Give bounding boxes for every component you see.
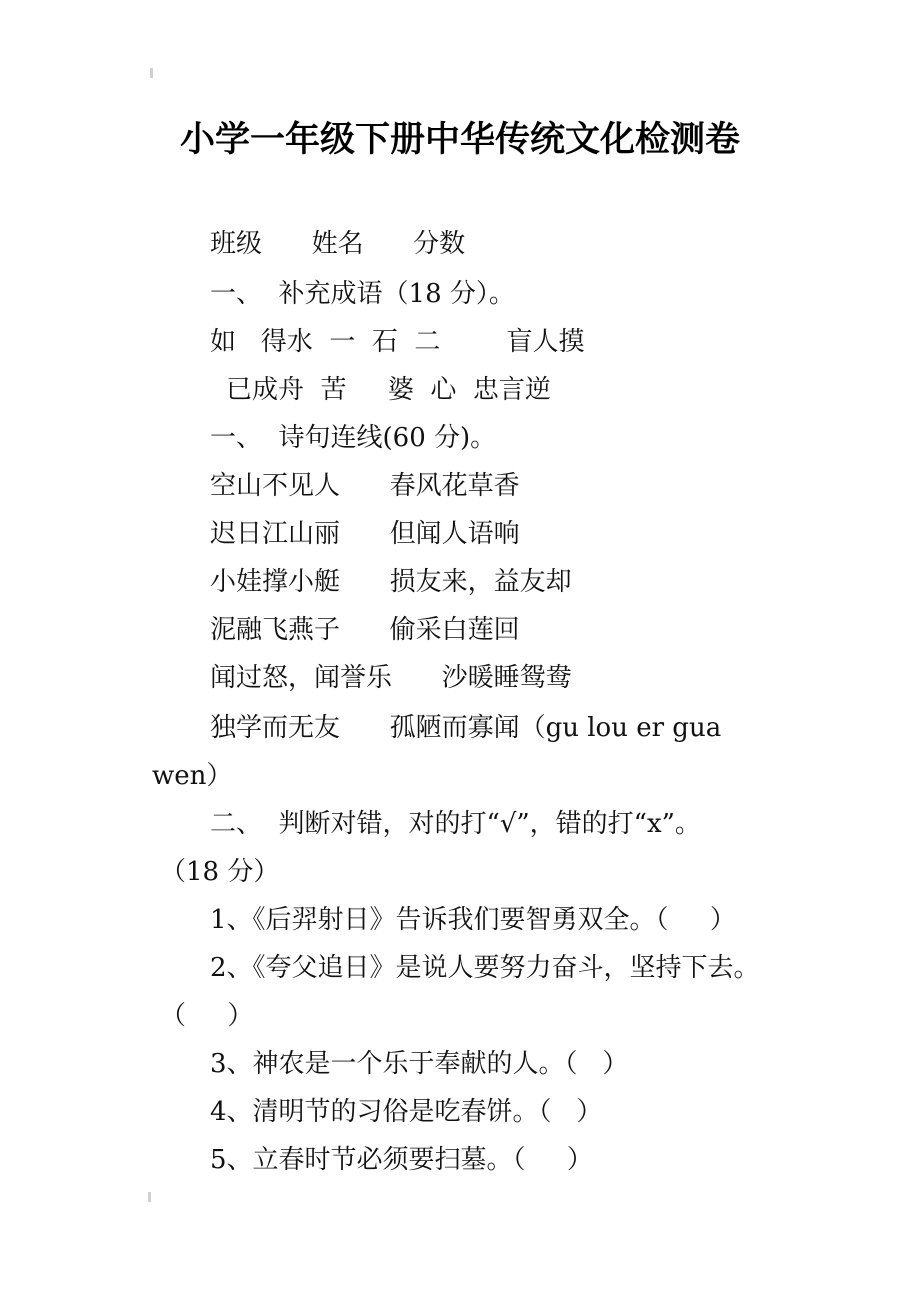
judge-item-2-wrap: （ ） <box>160 1001 254 1031</box>
poem-pair-4: 泥融飞燕子 偷采白莲回 <box>210 615 520 645</box>
section3-heading-wrap: （18 分） <box>160 857 280 887</box>
judge-item-5: 5、立春时节必须要扫墓。（ ） <box>210 1145 593 1175</box>
idiom-row-2: 已成舟 苦 婆 心 忠言逆 <box>226 375 551 405</box>
section1-heading: 一、 补充成语（18 分）。 <box>210 279 515 309</box>
poem-pair-5: 闻过怒，闻誉乐 沙暖睡鸳鸯 <box>210 663 572 693</box>
poem-pair-1: 空山不见人 春风花草香 <box>210 471 520 501</box>
poem-pair-6: 独学而无友 孤陋而寡闻（gu lou er gua <box>210 713 722 743</box>
judge-item-1: 1、《后羿射日》告诉我们要智勇双全。（ ） <box>210 905 736 935</box>
scan-mark-top <box>150 68 153 78</box>
scan-mark-bottom <box>148 1192 151 1202</box>
class-name-score-line: 班级 姓名 分数 <box>210 229 466 259</box>
judge-item-3: 3、神农是一个乐于奉献的人。（ ） <box>210 1049 629 1079</box>
judge-item-4: 4、清明节的习俗是吃春饼。（ ） <box>210 1097 603 1127</box>
section2-heading: 一、 诗句连线(60 分)。 <box>210 423 497 453</box>
poem-pair-2: 迟日江山丽 但闻人语响 <box>210 519 520 549</box>
idiom-row-1: 如 得水 一 石 二 盲人摸 <box>210 327 585 357</box>
poem-pair-6-wrap: wen） <box>152 761 233 791</box>
poem-pair-3: 小娃撑小艇 损友来，益友却 <box>210 567 572 597</box>
document-title: 小学一年级下册中华传统文化检测卷 <box>179 120 740 160</box>
judge-item-2: 2、《夸父追日》是说人要努力奋斗，坚持下去。 <box>210 953 760 983</box>
section3-heading: 二、 判断对错，对的打“√”，错的打“x”。 <box>210 809 701 839</box>
